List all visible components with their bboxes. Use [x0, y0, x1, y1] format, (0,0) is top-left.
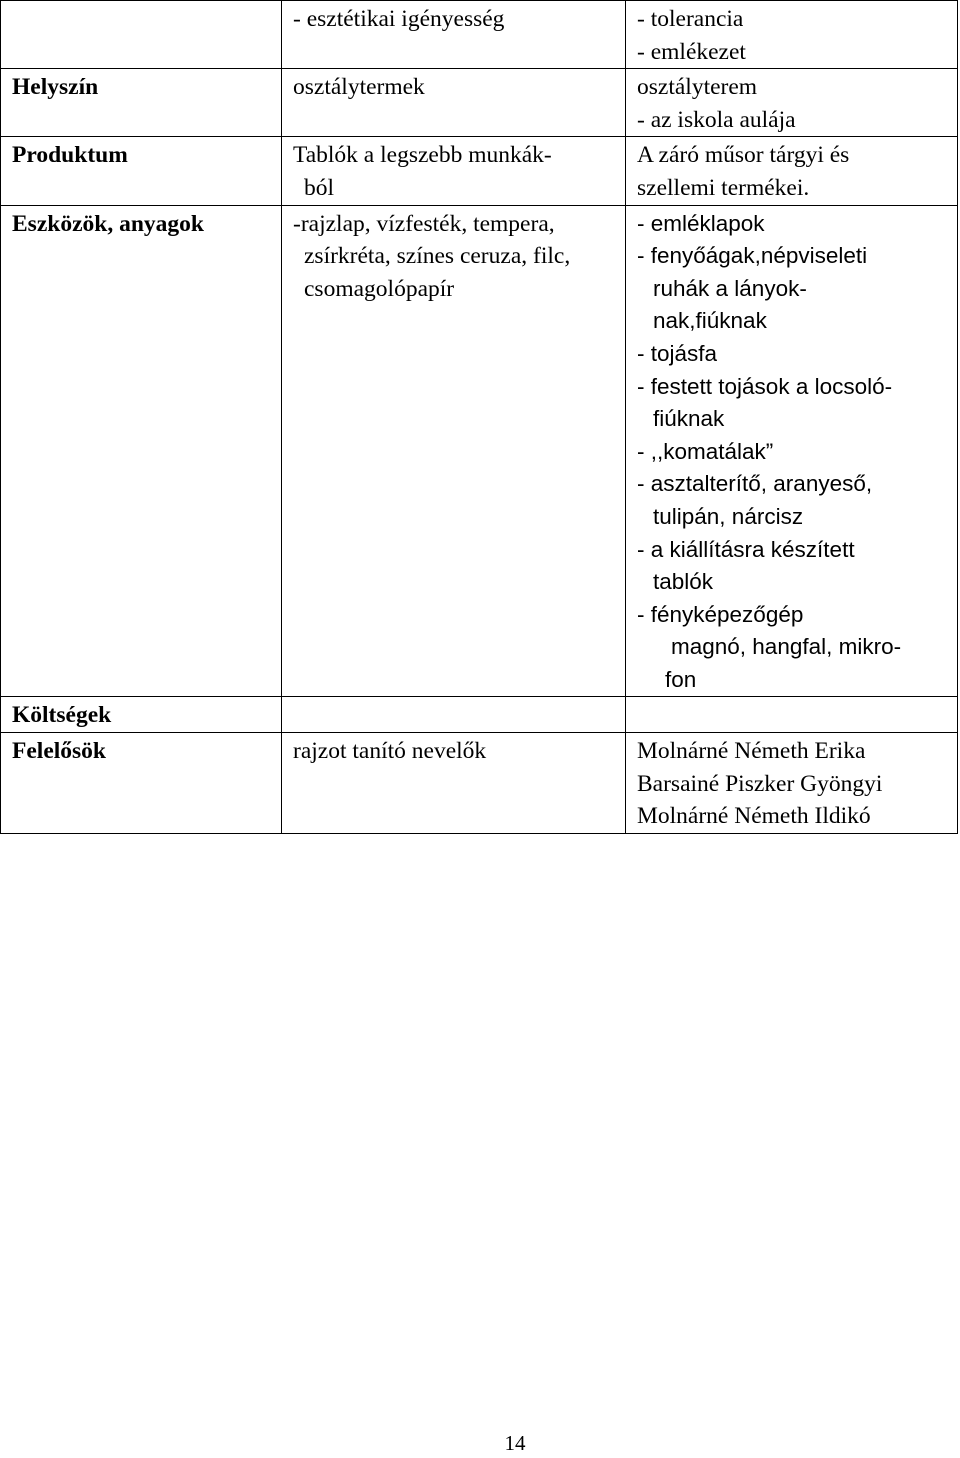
list-item: - fenyőágak,népviseleti [637, 243, 868, 269]
page-number: 14 [504, 1431, 526, 1455]
row-col3 [626, 697, 958, 733]
row-col2 [282, 205, 626, 697]
row-label: Helyszín [1, 69, 282, 137]
cell-line: - emlékezet [637, 38, 746, 65]
table-row [1, 205, 958, 697]
row-col2 [282, 137, 626, 205]
row-col3 [626, 1, 958, 69]
cell-line: - tolerancia [637, 6, 744, 32]
list-item: magnó, hangfal, mikro- [671, 634, 902, 660]
cell-line: - az iskola aulája [637, 106, 796, 133]
row-col2 [282, 733, 626, 834]
list-item: fon [665, 666, 697, 692]
cell-line: osztályterem [637, 74, 758, 101]
table-row [1, 1, 958, 69]
list-item: fiúknak [653, 406, 725, 432]
cell-line: Molnárné Németh Ildikó [637, 803, 871, 830]
row-col3 [626, 733, 958, 834]
list-item: - tojásfa [637, 340, 718, 366]
row-label: Felelősök [1, 733, 282, 834]
row-col2 [282, 69, 626, 137]
row-col3 [626, 69, 958, 137]
cell-line: Tablók a legszebb munkák- [293, 142, 552, 169]
list-item: - festett tojások a locsoló- [637, 373, 893, 399]
row-col3-list [626, 205, 958, 697]
row-col2 [282, 1, 626, 69]
cell-line: - esztétikai igényesség [293, 6, 505, 32]
list-item: - fényképezőgép [637, 601, 804, 627]
list-item: tulipán, nárcisz [653, 503, 804, 529]
cell-line: rajzot tanító nevelők [293, 738, 487, 765]
cell-line: Molnárné Németh Erika [637, 738, 866, 765]
cell-line: Barsainé Piszker Gyöngyi [637, 770, 883, 797]
list-item: ruhák a lányok- [653, 275, 807, 301]
table-row [1, 733, 958, 834]
table-row [1, 69, 958, 137]
list-item: tablók [653, 569, 714, 595]
cell-line: osztálytermek [293, 74, 425, 101]
cell-line: ból [304, 174, 335, 201]
table-row [1, 137, 958, 205]
list-item: nak,fiúknak [653, 308, 767, 334]
table-row [1, 697, 958, 733]
list-item: - a kiállításra készített [637, 536, 855, 562]
row-col2 [282, 697, 626, 733]
cell-line: -rajzlap, vízfesték, tempera, [293, 210, 555, 237]
cell-line: szellemi termékei. [637, 174, 810, 201]
list-item: - ,,komatálak” [637, 438, 774, 464]
list-item: - asztalterítő, aranyeső, [637, 471, 873, 497]
row-label [1, 1, 282, 69]
cell-line: zsírkréta, színes ceruza, filc, [304, 243, 571, 270]
cell-line: csomagolópapír [304, 275, 455, 302]
cell-line: A záró műsor tárgyi és [637, 142, 850, 169]
row-col3 [626, 137, 958, 205]
row-label: Költségek [1, 697, 282, 733]
list-item: - emléklapok [637, 210, 765, 236]
row-label: Produktum [1, 137, 282, 205]
row-label: Eszközök, anyagok [1, 205, 282, 697]
